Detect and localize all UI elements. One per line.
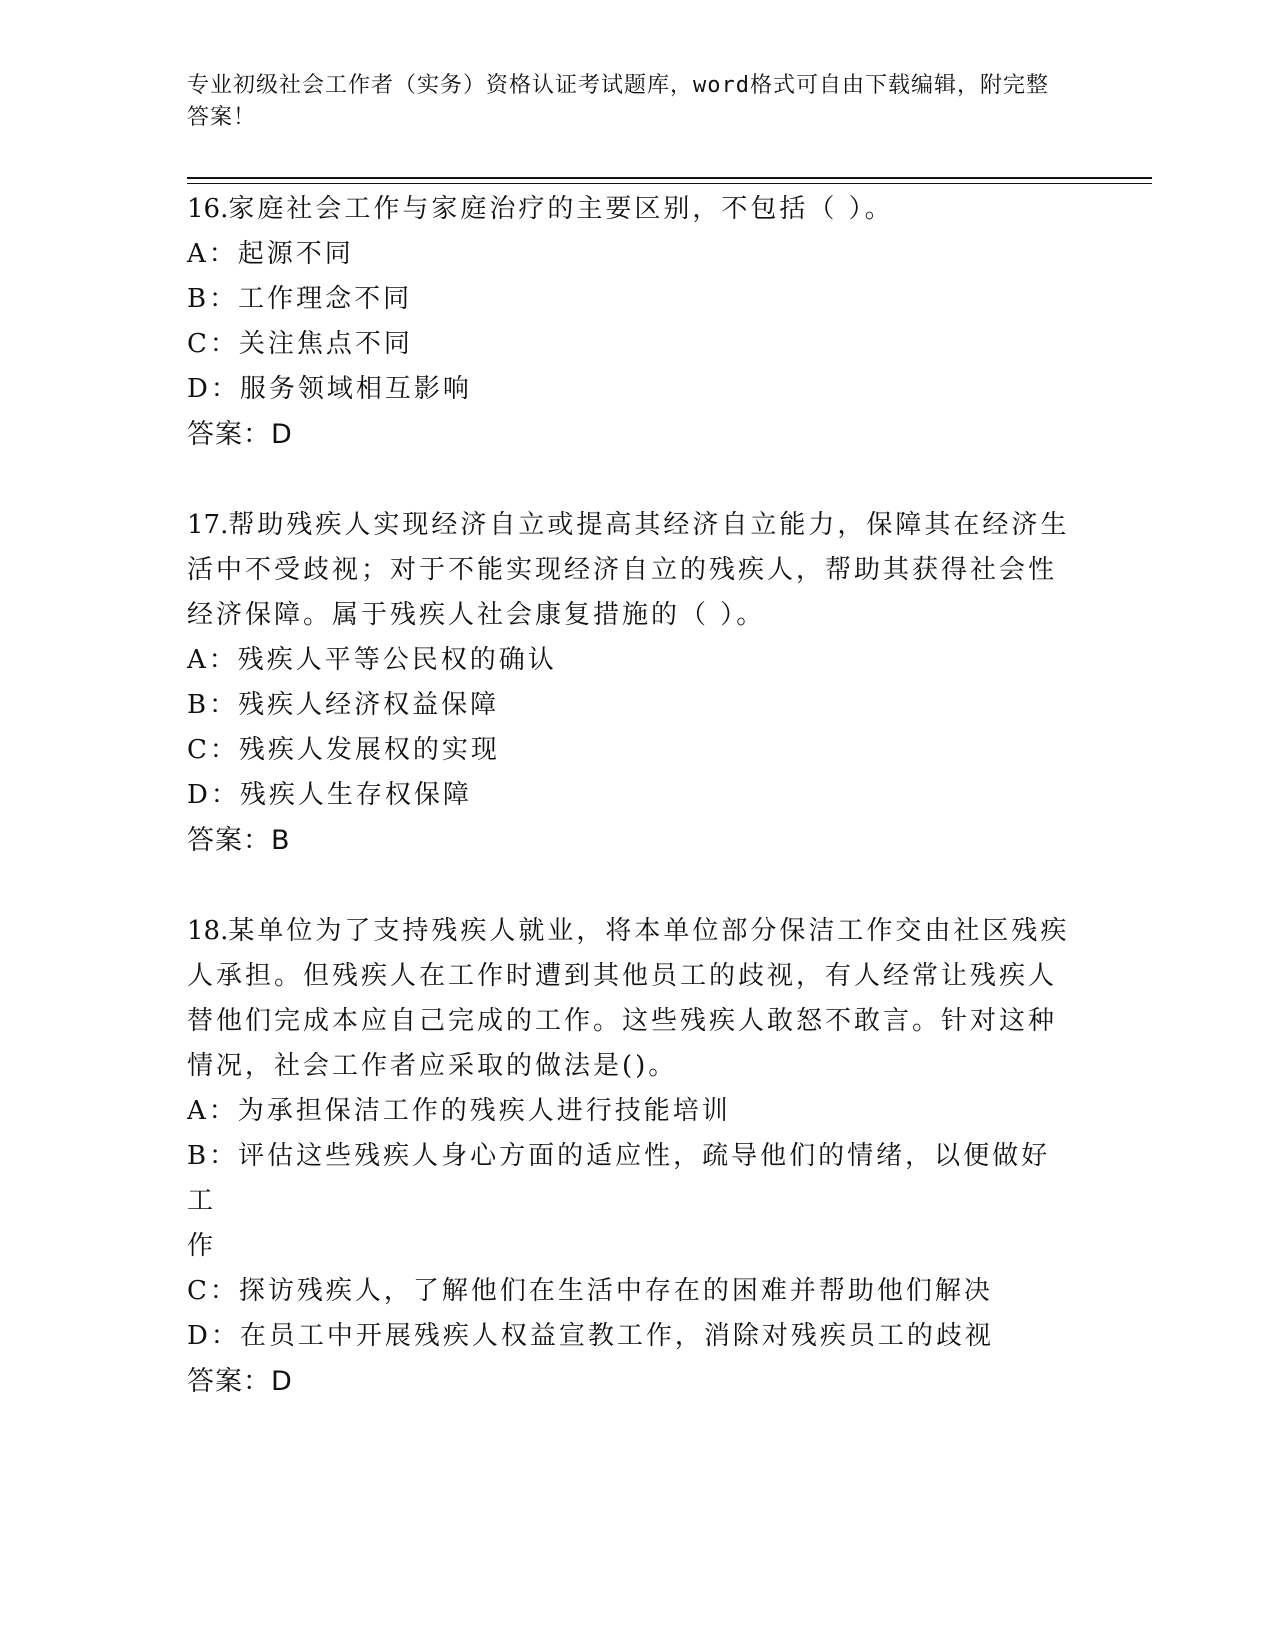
option-b: B：评估这些残疾人身心方面的适应性，疏导他们的情绪，以便做好工 [187, 1141, 1051, 1216]
question-stem-line [187, 187, 1072, 232]
question-17 [187, 503, 1072, 863]
question-number: 18. [187, 916, 229, 946]
option-d: D：残疾人生存权保障 [187, 780, 472, 810]
question-stem-line: 经济保障。属于残疾人社会康复措施的（ ）。 [187, 600, 766, 630]
header-divider-thick [187, 177, 1152, 179]
option-c: C：残疾人发展权的实现 [187, 735, 500, 765]
question-number: 17. [187, 510, 229, 540]
answer-line: 答案：B [187, 825, 291, 856]
option-d: D：服务领域相互影响 [187, 374, 472, 404]
question-stem-line: 人承担。但残疾人在工作时遭到其他员工的歧视，有人经常让残疾人 [187, 961, 1058, 991]
document-header: 专业初级社会工作者（实务）资格认证考试题库，word格式可自由下载编辑，附完整答案！ [187, 73, 1049, 130]
option-a: A：起源不同 [187, 239, 354, 269]
question-number: 16. [187, 194, 229, 224]
question-stem-text: 某单位为了支持残疾人就业，将本单位部分保洁工作交由社区残疾 [228, 916, 1070, 946]
question-stem-line: 活中不受歧视；对于不能实现经济自立的残疾人，帮助其获得社会性 [187, 555, 1058, 585]
option-b: B：残疾人经济权益保障 [187, 690, 500, 720]
header-divider-thin [187, 183, 1152, 184]
option-a: A：残疾人平等公民权的确认 [187, 645, 557, 675]
question-16 [187, 187, 1072, 457]
question-stem-text: 帮助残疾人实现经济自立或提高其经济自立能力，保障其在经济生 [228, 510, 1070, 540]
option-c: C：探访残疾人，了解他们在生活中存在的困难并帮助他们解决 [187, 1276, 993, 1306]
option-c: C：关注焦点不同 [187, 329, 413, 359]
option-b-continued: 作 [187, 1231, 217, 1261]
option-a: A：为承担保洁工作的残疾人进行技能培训 [187, 1096, 731, 1126]
question-stem-line: 情况，社会工作者应采取的做法是()。 [187, 1051, 678, 1081]
question-list [187, 187, 1072, 1450]
answer-line: 答案：D [187, 419, 293, 450]
question-stem-line [187, 909, 1072, 954]
question-stem-line: 替他们完成本应自己完成的工作。这些残疾人敢怒不敢言。针对这种 [187, 1006, 1058, 1036]
option-b: B：工作理念不同 [187, 284, 413, 314]
option-d: D：在员工中开展残疾人权益宣教工作，消除对残疾员工的歧视 [187, 1321, 994, 1351]
answer-line: 答案：D [187, 1366, 293, 1397]
question-stem-line [187, 503, 1072, 548]
question-18 [187, 909, 1072, 1404]
question-stem-text: 家庭社会工作与家庭治疗的主要区别，不包括（ ）。 [228, 194, 894, 224]
